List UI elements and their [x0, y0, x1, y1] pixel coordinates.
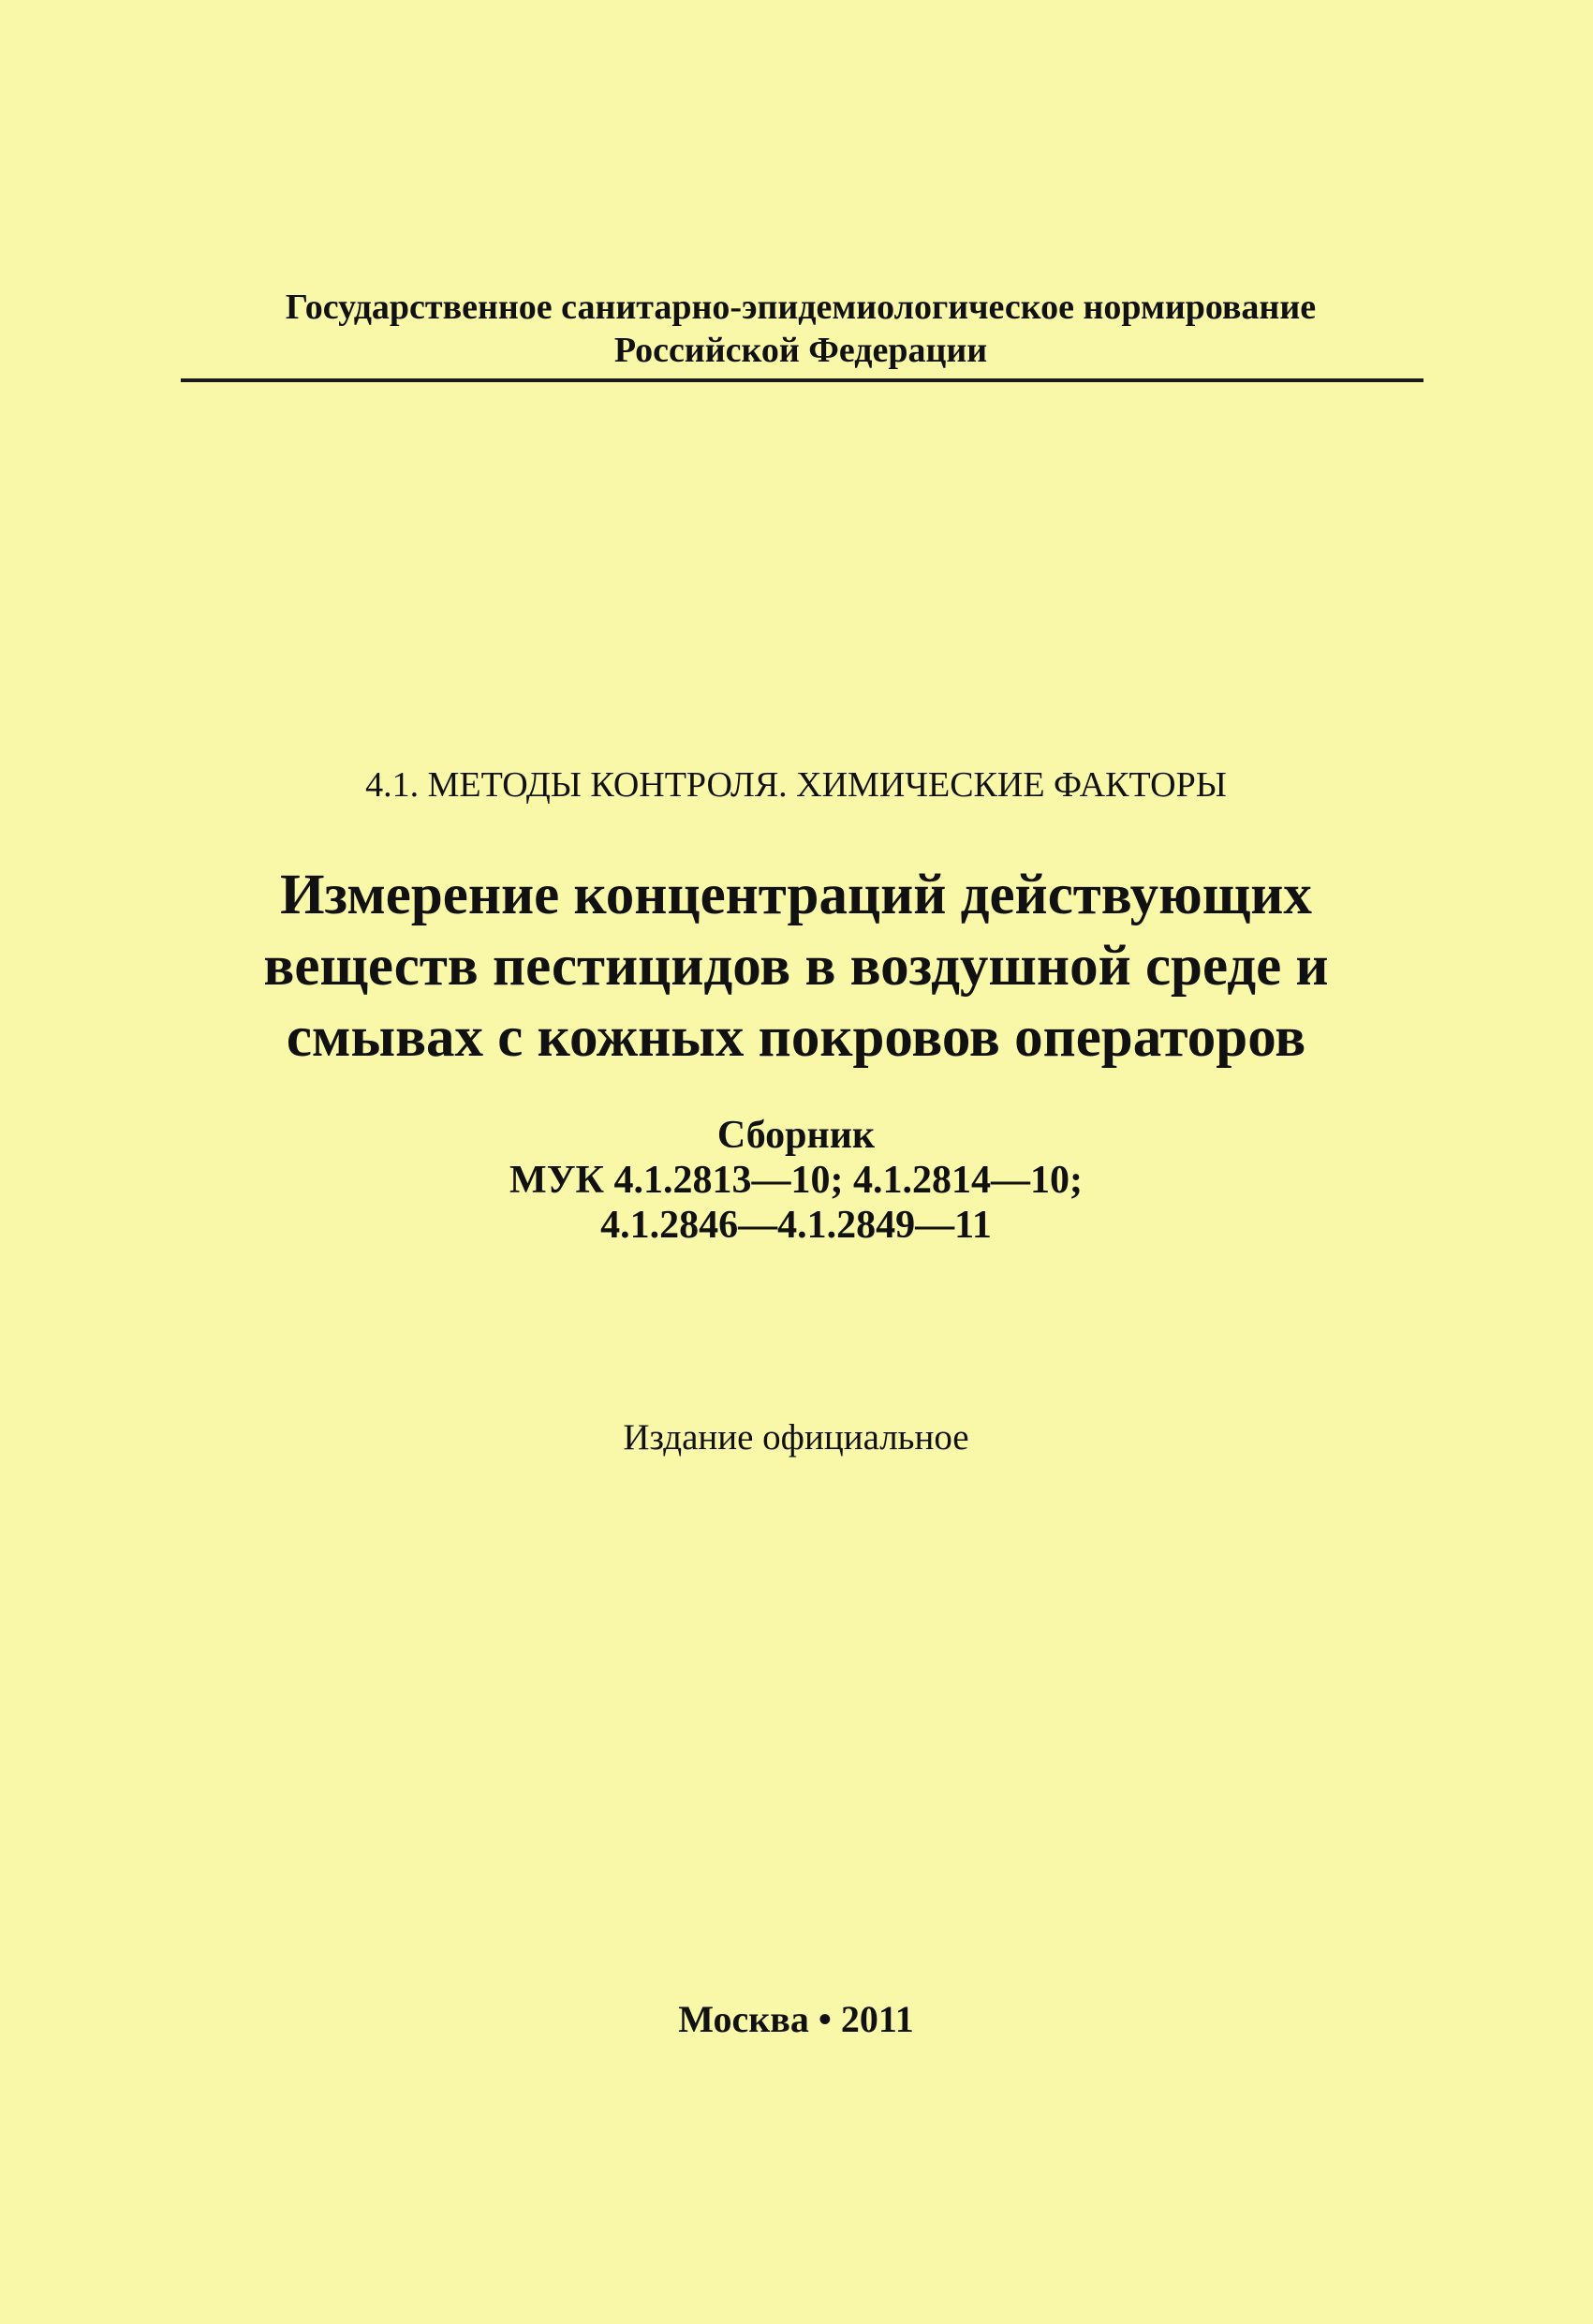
- title-line-1: Измерение концентраций действующих: [280, 864, 1312, 926]
- collection-codes-2: 4.1.2846—4.1.2849—11: [600, 1204, 992, 1247]
- series-heading: 4.1. МЕТОДЫ КОНТРОЛЯ. ХИМИЧЕСКИЕ ФАКТОРЫ: [365, 765, 1227, 805]
- issuer-line-2: Российской Федерации: [613, 331, 988, 370]
- collection-label: Сборник: [716, 1114, 876, 1157]
- collection-block: [281, 1113, 1311, 1248]
- edition-note: Издание официальное: [623, 1417, 969, 1458]
- publication-place-year: Москва • 2011: [678, 1998, 914, 2040]
- issuer-header: [178, 286, 1423, 372]
- issuer-line-1: Государственное санитарно-эпидемиологическое нормирование: [285, 288, 1317, 327]
- document-title: [140, 860, 1452, 1073]
- header-divider: [181, 378, 1423, 382]
- title-line-2: веществ пестицидов в воздушной среде и: [263, 935, 1329, 998]
- collection-codes-1: МУК 4.1.2813—10; 4.1.2814—10;: [509, 1159, 1083, 1202]
- title-line-3: смывах с кожных покровов операторов: [286, 1006, 1306, 1069]
